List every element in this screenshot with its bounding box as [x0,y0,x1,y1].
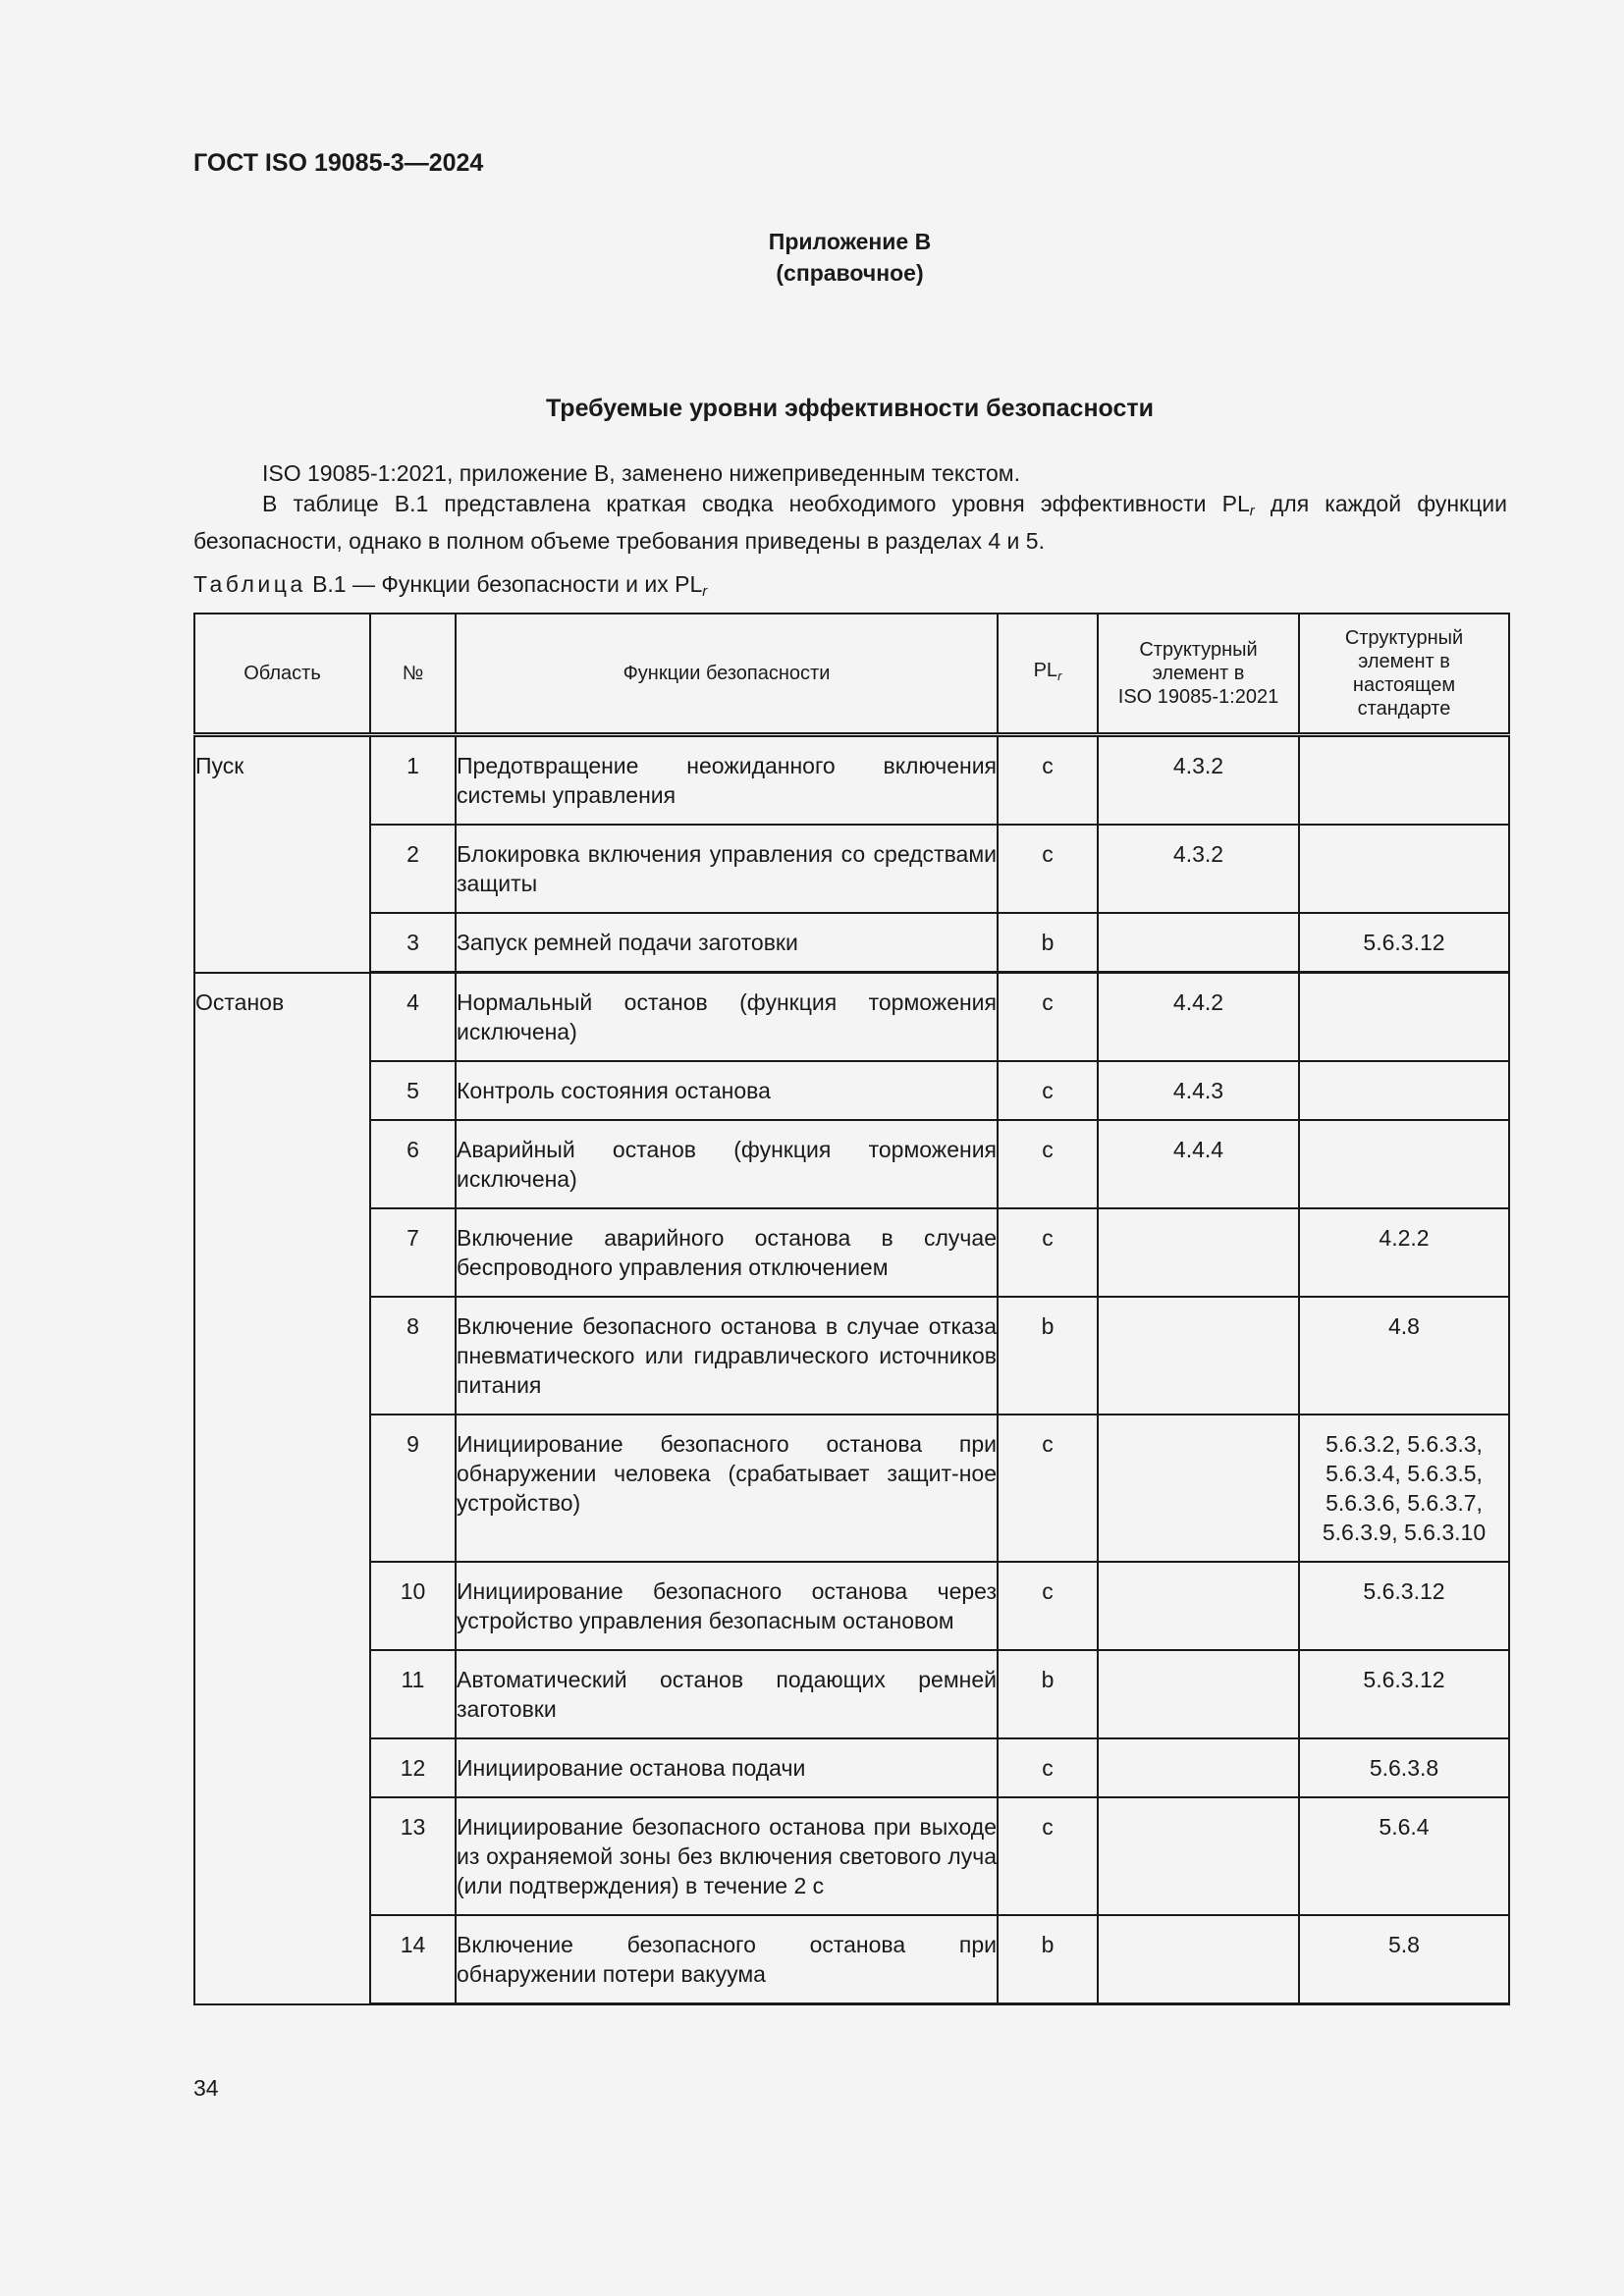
header-ref-standard [1299,614,1509,735]
row-pl: b [998,1297,1098,1415]
row-ref-standard [1299,735,1509,826]
row-ref-iso [1098,1562,1299,1650]
document-code: ГОСТ ISO 19085-3—2024 [193,149,484,177]
table-row [194,825,1509,913]
row-function: Нормальный останов (функция торможения исключена) [456,973,998,1062]
row-ref-standard [1299,825,1509,913]
header-pl-text: PL [1033,660,1058,681]
table-caption-subscript: r [702,583,708,600]
table-row [194,973,1509,1062]
table-row [194,1915,1509,2004]
row-ref-standard [1299,1120,1509,1208]
row-pl: b [998,1915,1098,2004]
row-ref-standard-line4: 5.6.3.9, 5.6.3.10 [1322,1520,1487,1545]
table-row [194,1650,1509,1738]
table-row [194,913,1509,973]
table-caption-text: В.1 — Функции безопасности и их PL [305,571,703,597]
header-ref-iso [1098,614,1299,735]
row-function: Включение безопасного останова в случае отказа пневматического или гидравлического источников питания [456,1297,998,1415]
safety-functions-table [193,613,1510,2005]
row-pl: c [998,1208,1098,1297]
row-number: 9 [370,1415,456,1562]
row-function: Контроль состояния останова [456,1061,998,1120]
header-pl-subscript: r [1057,668,1062,683]
row-function: Блокировка включения управления со средствами защиты [456,825,998,913]
annex-label: Приложение В [768,229,932,254]
row-number: 11 [370,1650,456,1738]
row-number: 4 [370,973,456,1062]
row-ref-standard: 5.8 [1299,1915,1509,2004]
header-ref-standard-line4: стандарте [1357,698,1451,720]
row-ref-iso [1098,1297,1299,1415]
row-ref-standard: 4.2.2 [1299,1208,1509,1297]
paragraph-1-text: ISO 19085-1:2021, приложение В, заменено нижеприведенным текстом. [262,460,1020,486]
paragraph-2-text-b: для каждой функции безопасности, однако в полном объеме требования приведены в разделах 4 и 5. [193,491,1507,554]
row-function: Запуск ремней подачи заготовки [456,913,998,973]
row-number: 13 [370,1797,456,1915]
row-ref-standard-line3: 5.6.3.6, 5.6.3.7, [1326,1490,1483,1516]
row-ref-iso [1098,1738,1299,1797]
row-ref-iso: 4.4.2 [1098,973,1299,1062]
area-start: Пуск [194,735,370,973]
table-row [194,1061,1509,1120]
row-number: 12 [370,1738,456,1797]
row-function: Инициирование безопасного останова через устройство управления безопасным остановом [456,1562,998,1650]
row-function: Автоматический останов подающих ремней заготовки [456,1650,998,1738]
header-number: № [370,614,456,735]
row-ref-iso: 4.3.2 [1098,735,1299,826]
row-pl: b [998,1650,1098,1738]
header-function: Функции безопасности [456,614,998,735]
row-number: 14 [370,1915,456,2004]
row-pl: c [998,1562,1098,1650]
row-ref-standard: 5.6.3.8 [1299,1738,1509,1797]
row-ref-standard: 5.6.3.12 [1299,1650,1509,1738]
table-caption-word: Таблица [193,571,306,597]
row-number: 1 [370,735,456,826]
row-ref-iso: 4.3.2 [1098,825,1299,913]
row-ref-iso: 4.4.3 [1098,1061,1299,1120]
annex-heading [0,226,1624,289]
annex-title: Требуемые уровни эффективности безопасности [545,395,1155,422]
row-ref-standard: 5.6.3.12 [1299,913,1509,973]
header-ref-standard-line2: элемент в [1358,651,1450,672]
annex-type: (справочное) [776,260,924,286]
page-number: 34 [193,2075,219,2101]
row-pl: c [998,1797,1098,1915]
row-ref-standard-line2: 5.6.3.4, 5.6.3.5, [1326,1461,1483,1486]
row-function: Инициирование останова подачи [456,1738,998,1797]
row-ref-iso [1098,1415,1299,1562]
row-ref-iso: 4.4.4 [1098,1120,1299,1208]
row-function: Включение безопасного останова при обнаружении потери вакуума [456,1915,998,2004]
row-function: Аварийный останов (функция торможения исключена) [456,1120,998,1208]
row-number: 2 [370,825,456,913]
row-function: Предотвращение неожиданного включения системы управления [456,735,998,826]
table-row [194,1415,1509,1562]
paragraph-2-subscript: r [1249,503,1255,519]
row-ref-standard [1299,1415,1509,1562]
paragraph-2 [193,489,1507,556]
row-ref-standard-line1: 5.6.3.2, 5.6.3.3, [1326,1431,1483,1457]
row-ref-standard: 4.8 [1299,1297,1509,1415]
row-pl: c [998,1415,1098,1562]
table-row [194,1738,1509,1797]
header-ref-standard-line1: Структурный [1344,627,1464,649]
row-pl: c [998,1120,1098,1208]
row-function: Инициирование безопасного останова при выходе из охраняемой зоны без включения светового луча (или подтверждения) в течение 2 с [456,1797,998,1915]
table-row [194,1297,1509,1415]
header-ref-iso-line3: ISO 19085-1:2021 [1117,686,1279,708]
row-ref-iso [1098,1797,1299,1915]
row-number: 5 [370,1061,456,1120]
row-ref-iso [1098,913,1299,973]
row-ref-iso [1098,1915,1299,2004]
header-pl [998,614,1098,735]
row-number: 7 [370,1208,456,1297]
row-ref-standard [1299,973,1509,1062]
paragraph-2-text-a: В таблице В.1 представлена краткая сводка необходимого уровня эффективности PL [262,491,1250,516]
row-ref-standard [1299,1061,1509,1120]
row-pl: c [998,1061,1098,1120]
row-function: Инициирование безопасного останова при обнаружении человека (срабатывает защит-ное устройство) [456,1415,998,1562]
paragraph-1 [193,458,1507,488]
row-pl: c [998,1738,1098,1797]
row-pl: c [998,973,1098,1062]
table-row [194,1208,1509,1297]
row-ref-standard: 5.6.4 [1299,1797,1509,1915]
row-number: 3 [370,913,456,973]
header-ref-standard-line3: настоящем [1352,674,1456,696]
row-number: 6 [370,1120,456,1208]
header-area: Область [194,614,370,735]
table-row [194,1562,1509,1650]
header-ref-iso-line2: элемент в [1152,663,1245,684]
table-row [194,1120,1509,1208]
row-number: 8 [370,1297,456,1415]
table-row [194,735,1509,826]
row-pl: b [998,913,1098,973]
row-ref-standard: 5.6.3.12 [1299,1562,1509,1650]
table-header-row [194,614,1509,735]
header-ref-iso-line1: Структурный [1139,639,1258,661]
area-stop: Останов [194,973,370,2004]
table-row [194,1797,1509,1915]
row-pl: c [998,825,1098,913]
row-function: Включение аварийного останова в случае беспроводного управления отключением [456,1208,998,1297]
row-number: 10 [370,1562,456,1650]
table-caption [193,571,707,600]
row-ref-iso [1098,1208,1299,1297]
row-pl: c [998,735,1098,826]
row-ref-iso [1098,1650,1299,1738]
